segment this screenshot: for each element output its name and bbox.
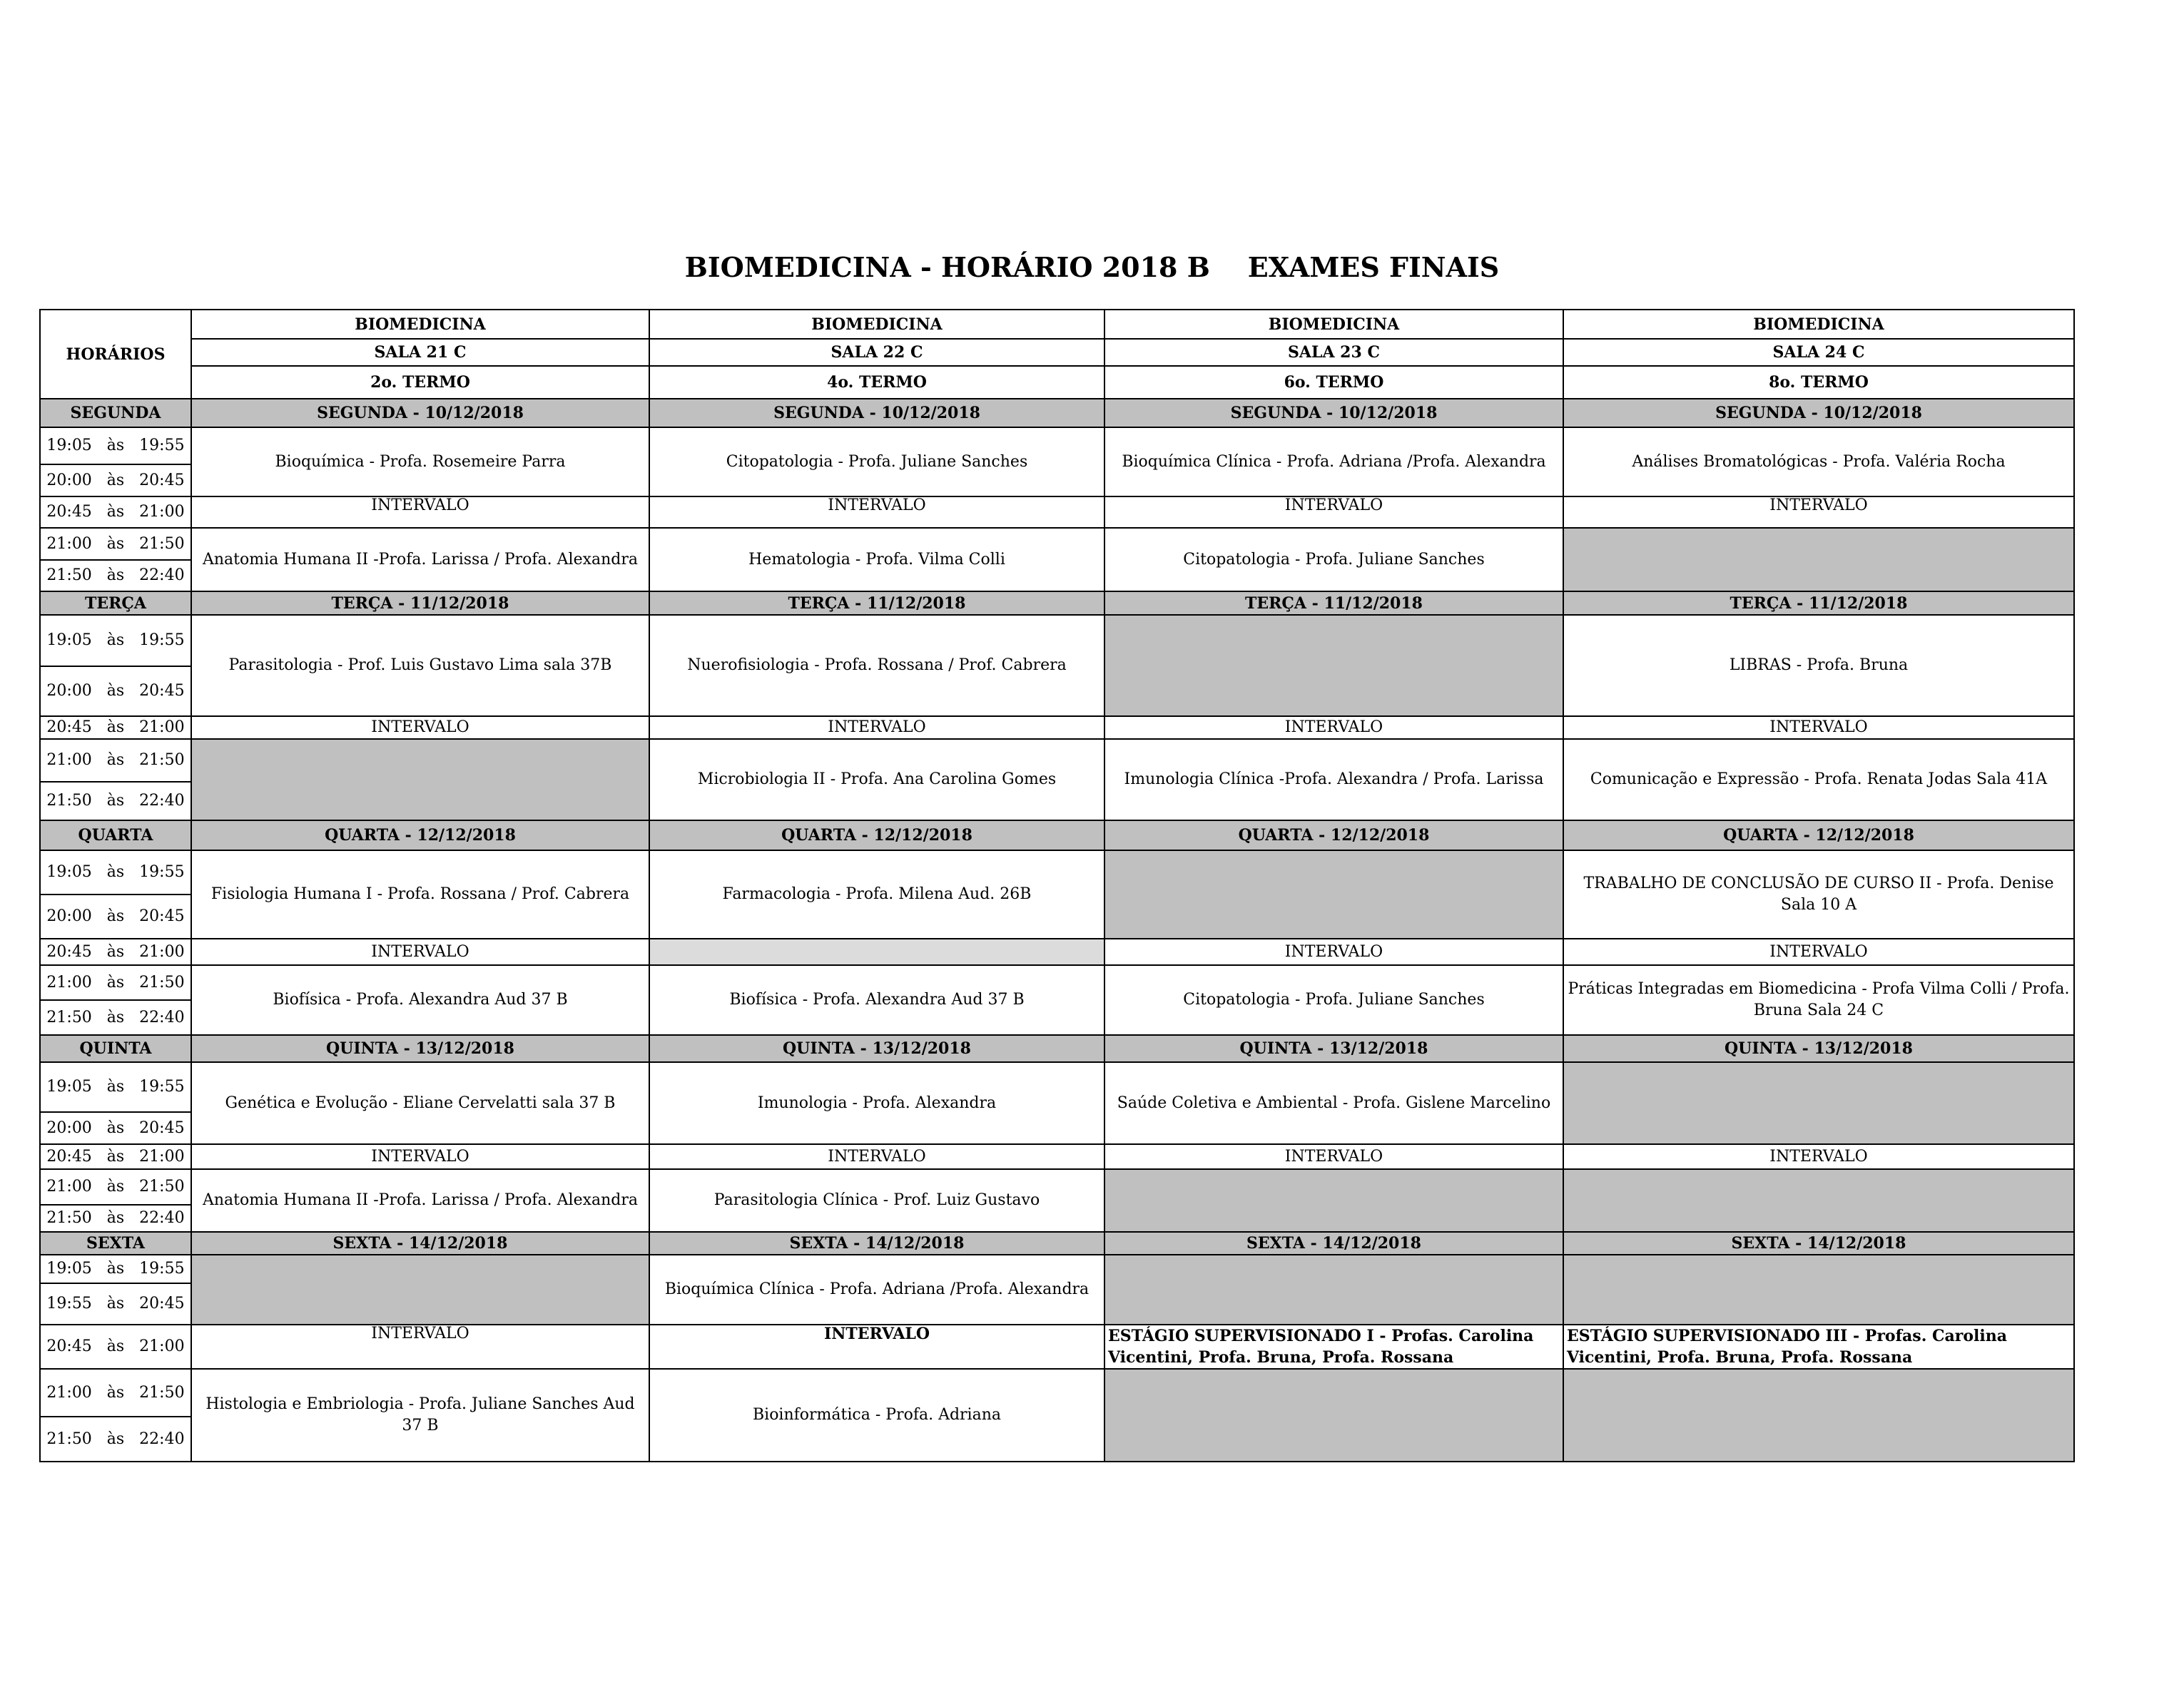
day-label: SEXTA	[40, 1232, 191, 1255]
exam-cell: Farmacologia - Profa. Milena Aud. 26B	[649, 850, 1104, 939]
time-slot: 20:45 às 21:00	[40, 716, 191, 739]
day-date: SEGUNDA - 10/12/2018	[1563, 399, 2074, 427]
empty-cell	[191, 1255, 649, 1325]
day-date: SEXTA - 14/12/2018	[1563, 1232, 2074, 1255]
day-date: QUINTA - 13/12/2018	[191, 1035, 649, 1062]
time-slot: 21:50 às 22:40	[40, 560, 191, 591]
time-slot: 20:00 às 20:45	[40, 666, 191, 716]
interval-cell: INTERVALO	[191, 496, 649, 528]
day-label: TERÇA	[40, 591, 191, 615]
course-header: BIOMEDICINA	[191, 310, 649, 339]
room-header: SALA 22 C	[649, 339, 1104, 366]
time-slot: 21:50 às 22:40	[40, 782, 191, 820]
interval-cell: INTERVALO	[1104, 716, 1563, 739]
term-header: 8o. TERMO	[1563, 366, 2074, 399]
horarios-header: HORÁRIOS	[40, 310, 191, 399]
interval-cell: INTERVALO	[1104, 1144, 1563, 1169]
exam-cell: Saúde Coletiva e Ambiental - Profa. Gislene Marcelino	[1104, 1062, 1563, 1144]
empty-cell	[649, 939, 1104, 965]
exam-cell: Imunologia - Profa. Alexandra	[649, 1062, 1104, 1144]
time-slot: 19:55 às 20:45	[40, 1283, 191, 1325]
time-slot: 19:05 às 19:55	[40, 850, 191, 895]
time-slot: 19:05 às 19:55	[40, 1255, 191, 1283]
internship-cell: ESTÁGIO SUPERVISIONADO III - Profas. Carolina Vicentini, Profa. Bruna, Profa. Rossana	[1563, 1325, 2074, 1369]
interval-cell: INTERVALO	[191, 939, 649, 965]
exam-cell: Comunicação e Expressão - Profa. Renata Jodas Sala 41A	[1563, 739, 2074, 820]
time-slot: 21:50 às 22:40	[40, 1205, 191, 1232]
time-slot: 20:00 às 20:45	[40, 1112, 191, 1144]
time-slot: 19:05 às 19:55	[40, 615, 191, 666]
time-slot: 21:00 às 21:50	[40, 965, 191, 1000]
schedule-table	[39, 309, 2075, 1462]
day-date: SEGUNDA - 10/12/2018	[649, 399, 1104, 427]
interval-cell: INTERVALO	[191, 1144, 649, 1169]
interval-cell: INTERVALO	[191, 1325, 649, 1369]
empty-cell	[1104, 850, 1563, 939]
day-date: QUARTA - 12/12/2018	[1563, 820, 2074, 850]
empty-cell	[1104, 1369, 1563, 1462]
exam-cell: Parasitologia - Prof. Luis Gustavo Lima sala 37B	[191, 615, 649, 716]
day-label: SEGUNDA	[40, 399, 191, 427]
time-slot: 21:50 às 22:40	[40, 1417, 191, 1462]
empty-cell	[1104, 1169, 1563, 1232]
exam-cell: LIBRAS - Profa. Bruna	[1563, 615, 2074, 716]
interval-cell: INTERVALO	[191, 716, 649, 739]
exam-cell: Genética e Evolução - Eliane Cervelatti sala 37 B	[191, 1062, 649, 1144]
interval-cell: INTERVALO	[1104, 496, 1563, 528]
day-date: TERÇA - 11/12/2018	[1563, 591, 2074, 615]
time-slot: 20:45 às 21:00	[40, 1325, 191, 1369]
internship-cell: ESTÁGIO SUPERVISIONADO I - Profas. Carolina Vicentini, Profa. Bruna, Profa. Rossana	[1104, 1325, 1563, 1369]
interval-cell: INTERVALO	[1563, 496, 2074, 528]
day-date: SEXTA - 14/12/2018	[1104, 1232, 1563, 1255]
day-date: TERÇA - 11/12/2018	[1104, 591, 1563, 615]
exam-cell: Bioquímica - Profa. Rosemeire Parra	[191, 427, 649, 496]
time-slot: 19:05 às 19:55	[40, 427, 191, 464]
exam-cell: Parasitologia Clínica - Prof. Luiz Gustavo	[649, 1169, 1104, 1232]
exam-cell: Biofísica - Profa. Alexandra Aud 37 B	[191, 965, 649, 1035]
time-slot: 21:50 às 22:40	[40, 1000, 191, 1035]
day-label: QUARTA	[40, 820, 191, 850]
term-header: 4o. TERMO	[649, 366, 1104, 399]
empty-cell	[1104, 1255, 1563, 1325]
exam-cell: Citopatologia - Profa. Juliane Sanches	[1104, 965, 1563, 1035]
exam-cell: Imunologia Clínica -Profa. Alexandra / Profa. Larissa	[1104, 739, 1563, 820]
time-slot: 21:00 às 21:50	[40, 528, 191, 560]
empty-cell	[1563, 1369, 2074, 1462]
exam-cell: Histologia e Embriologia - Profa. Juliane Sanches Aud 37 B	[191, 1369, 649, 1462]
exam-cell: Práticas Integradas em Biomedicina - Profa Vilma Colli / Profa. Bruna Sala 24 C	[1563, 965, 2074, 1035]
exam-cell: Anatomia Humana II -Profa. Larissa / Profa. Alexandra	[191, 528, 649, 591]
interval-cell: INTERVALO	[649, 1325, 1104, 1369]
term-header: 6o. TERMO	[1104, 366, 1563, 399]
time-slot: 20:00 às 20:45	[40, 464, 191, 496]
empty-cell	[1563, 1255, 2074, 1325]
interval-cell: INTERVALO	[649, 496, 1104, 528]
term-header: 2o. TERMO	[191, 366, 649, 399]
room-header: SALA 24 C	[1563, 339, 2074, 366]
time-slot: 20:45 às 21:00	[40, 1144, 191, 1169]
page-title: BIOMEDICINA - HORÁRIO 2018 B EXAMES FINAIS	[684, 251, 1500, 283]
interval-cell: INTERVALO	[1104, 939, 1563, 965]
empty-cell	[1563, 528, 2074, 591]
room-header: SALA 23 C	[1104, 339, 1563, 366]
time-slot: 20:45 às 21:00	[40, 939, 191, 965]
day-date: SEXTA - 14/12/2018	[191, 1232, 649, 1255]
exam-cell: Nuerofisiologia - Profa. Rossana / Prof. Cabrera	[649, 615, 1104, 716]
day-date: SEXTA - 14/12/2018	[649, 1232, 1104, 1255]
day-date: SEGUNDA - 10/12/2018	[191, 399, 649, 427]
exam-cell: Bioquímica Clínica - Profa. Adriana /Profa. Alexandra	[649, 1255, 1104, 1325]
day-date: QUARTA - 12/12/2018	[1104, 820, 1563, 850]
time-slot: 21:00 às 21:50	[40, 1169, 191, 1205]
empty-cell	[1563, 1169, 2074, 1232]
exam-cell: Bioinformática - Profa. Adriana	[649, 1369, 1104, 1462]
interval-cell: INTERVALO	[1563, 939, 2074, 965]
exam-cell: Biofísica - Profa. Alexandra Aud 37 B	[649, 965, 1104, 1035]
time-slot: 20:45 às 21:00	[40, 496, 191, 528]
time-slot: 21:00 às 21:50	[40, 739, 191, 782]
time-slot: 19:05 às 19:55	[40, 1062, 191, 1112]
day-date: TERÇA - 11/12/2018	[191, 591, 649, 615]
exam-cell: Anatomia Humana II -Profa. Larissa / Profa. Alexandra	[191, 1169, 649, 1232]
exam-cell: Microbiologia II - Profa. Ana Carolina Gomes	[649, 739, 1104, 820]
interval-cell: INTERVALO	[1563, 716, 2074, 739]
exam-cell: TRABALHO DE CONCLUSÃO DE CURSO II - Profa. Denise Sala 10 A	[1563, 850, 2074, 939]
empty-cell	[1563, 1062, 2074, 1144]
day-date: TERÇA - 11/12/2018	[649, 591, 1104, 615]
exam-cell: Citopatologia - Profa. Juliane Sanches	[649, 427, 1104, 496]
empty-cell	[191, 739, 649, 820]
course-header: BIOMEDICINA	[1563, 310, 2074, 339]
day-date: QUINTA - 13/12/2018	[1104, 1035, 1563, 1062]
time-slot: 21:00 às 21:50	[40, 1369, 191, 1417]
time-slot: 20:00 às 20:45	[40, 895, 191, 939]
interval-cell: INTERVALO	[649, 1144, 1104, 1169]
exam-cell: Fisiologia Humana I - Profa. Rossana / Prof. Cabrera	[191, 850, 649, 939]
empty-cell	[1104, 615, 1563, 716]
day-label: QUINTA	[40, 1035, 191, 1062]
exam-cell: Análises Bromatológicas - Profa. Valéria Rocha	[1563, 427, 2074, 496]
exam-cell: Citopatologia - Profa. Juliane Sanches	[1104, 528, 1563, 591]
interval-cell: INTERVALO	[1563, 1144, 2074, 1169]
course-header: BIOMEDICINA	[1104, 310, 1563, 339]
day-date: QUINTA - 13/12/2018	[649, 1035, 1104, 1062]
course-header: BIOMEDICINA	[649, 310, 1104, 339]
day-date: QUARTA - 12/12/2018	[649, 820, 1104, 850]
room-header: SALA 21 C	[191, 339, 649, 366]
day-date: QUINTA - 13/12/2018	[1563, 1035, 2074, 1062]
exam-cell: Hematologia - Profa. Vilma Colli	[649, 528, 1104, 591]
interval-cell: INTERVALO	[649, 716, 1104, 739]
day-date: QUARTA - 12/12/2018	[191, 820, 649, 850]
day-date: SEGUNDA - 10/12/2018	[1104, 399, 1563, 427]
exam-cell: Bioquímica Clínica - Profa. Adriana /Profa. Alexandra	[1104, 427, 1563, 496]
